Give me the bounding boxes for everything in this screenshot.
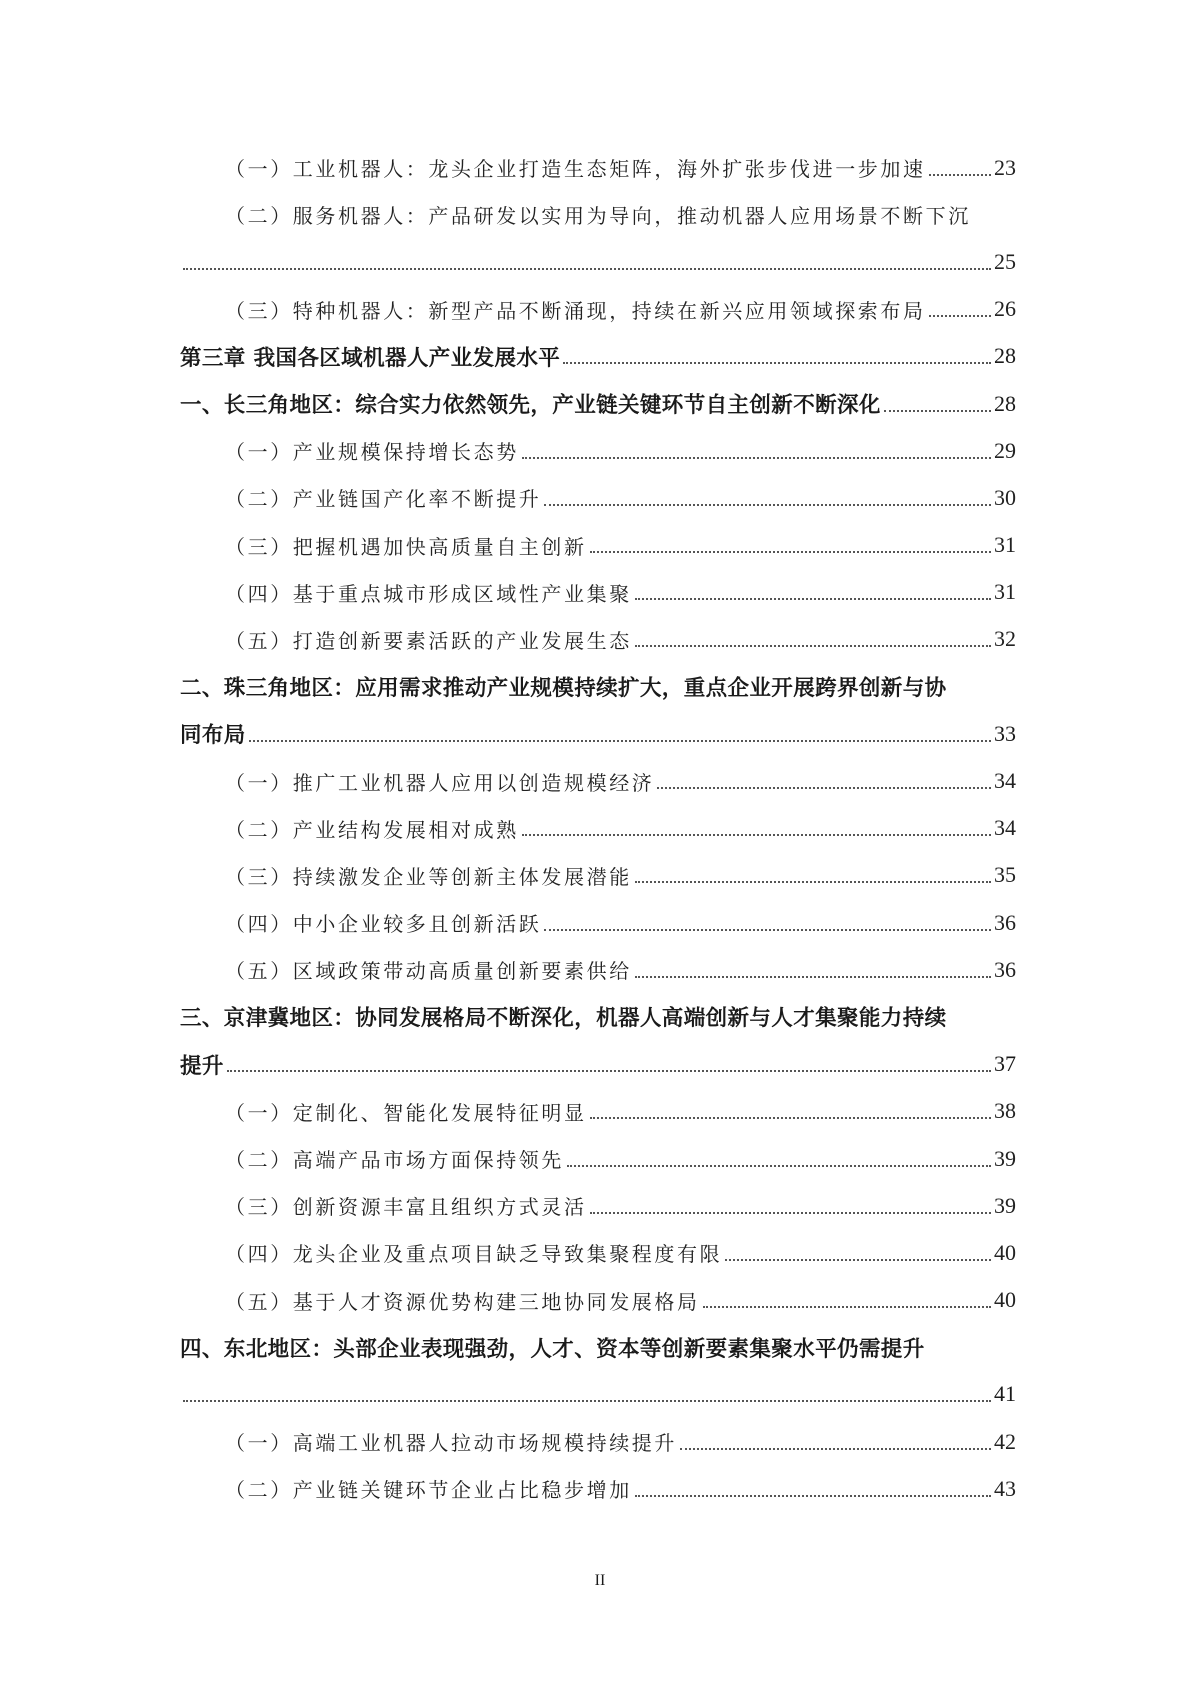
toc-entry-title: （二）产业链关键环节企业占比稳步增加	[225, 1478, 632, 1503]
toc-entry-title: （一）定制化、智能化发展特征明显	[225, 1100, 587, 1125]
dot-leader	[183, 1400, 991, 1402]
toc-entry-title: （五）基于人才资源优势构建三地协同发展格局	[225, 1289, 700, 1314]
dot-leader	[522, 834, 991, 836]
dot-leader	[522, 457, 991, 459]
toc-entry-title: 三、京津冀地区：协同发展格局不断深化，机器人高端创新与人才集聚能力持续	[180, 1006, 947, 1032]
toc-entry-title: 同布局	[180, 723, 246, 749]
toc-entry[interactable]	[180, 380, 1016, 427]
dot-leader	[703, 1306, 991, 1308]
toc-entry-title: （一）产业规模保持增长态势	[225, 440, 519, 465]
toc-entry[interactable]	[180, 522, 1016, 569]
toc-entry[interactable]	[180, 238, 1016, 285]
toc-entry-title: （二）高端产品市场方面保持领先	[225, 1148, 564, 1173]
toc-page-number: 34	[994, 768, 1016, 794]
dot-leader	[563, 362, 991, 364]
toc-entry[interactable]	[180, 616, 1016, 663]
toc-page-number: 35	[994, 862, 1016, 888]
toc-page-number: 31	[994, 532, 1016, 558]
toc-page-number: 39	[994, 1192, 1016, 1218]
toc-page-number: 23	[994, 154, 1016, 180]
toc-entry-title: （一）工业机器人：龙头企业打造生态矩阵，海外扩张步伐进一步加速	[225, 157, 926, 182]
toc-page-number: 41	[994, 1381, 1016, 1407]
dot-leader	[725, 1259, 991, 1261]
toc-entry-line[interactable]	[180, 993, 1016, 1040]
toc-page-number: 29	[994, 437, 1016, 463]
dot-leader	[929, 315, 991, 317]
toc-entry-title: （四）基于重点城市形成区域性产业集聚	[225, 581, 632, 606]
toc-entry-line[interactable]	[180, 1324, 1016, 1371]
dot-leader	[544, 929, 991, 931]
dot-leader	[884, 410, 991, 412]
toc-entry[interactable]	[180, 427, 1016, 474]
toc-page-number: 33	[994, 720, 1016, 746]
toc-page-number: 38	[994, 1098, 1016, 1124]
toc-entry-title: （三）把握机遇加快高质量自主创新	[225, 534, 587, 559]
dot-leader	[590, 1212, 991, 1214]
toc-entry[interactable]	[180, 569, 1016, 616]
toc-entry-title: （三）创新资源丰富且组织方式灵活	[225, 1195, 587, 1220]
toc-entry[interactable]	[180, 1088, 1016, 1135]
toc-entry-title: 第三章 我国各区域机器人产业发展水平	[180, 345, 561, 371]
toc-entry[interactable]	[180, 144, 1016, 191]
page-number: II	[594, 1572, 606, 1589]
dot-leader	[635, 598, 991, 600]
toc-entry[interactable]	[180, 1465, 1016, 1512]
toc-page-number: 34	[994, 815, 1016, 841]
toc-page-number: 31	[994, 579, 1016, 605]
dot-leader	[680, 1448, 991, 1450]
toc-page-number: 40	[994, 1287, 1016, 1313]
toc-entry[interactable]	[180, 757, 1016, 804]
toc-entry[interactable]	[180, 946, 1016, 993]
toc-entry-title: （五）区域政策带动高质量创新要素供给	[225, 959, 632, 984]
table-of-contents	[180, 144, 1016, 1512]
dot-leader	[635, 645, 991, 647]
toc-page-number: 43	[994, 1475, 1016, 1501]
toc-entry-title: 提升	[180, 1053, 224, 1079]
dot-leader	[544, 504, 991, 506]
dot-leader	[929, 174, 991, 176]
toc-entry-title: （二）产业结构发展相对成熟	[225, 817, 519, 842]
toc-entry[interactable]	[180, 899, 1016, 946]
dot-leader	[590, 1117, 991, 1119]
dot-leader	[567, 1165, 991, 1167]
toc-entry-title: （一）推广工业机器人应用以创造规模经济	[225, 770, 655, 795]
toc-entry-title: 四、东北地区：头部企业表现强劲，人才、资本等创新要素集聚水平仍需提升	[180, 1336, 925, 1362]
toc-entry[interactable]	[180, 1418, 1016, 1465]
dot-leader	[635, 976, 991, 978]
toc-page-number: 42	[994, 1428, 1016, 1454]
toc-entry[interactable]	[180, 474, 1016, 521]
toc-page-number: 28	[994, 343, 1016, 369]
toc-entry[interactable]	[180, 710, 1016, 757]
dot-leader	[635, 1495, 991, 1497]
dot-leader	[183, 268, 991, 270]
dot-leader	[635, 881, 991, 883]
toc-entry-title: （三）持续激发企业等创新主体发展潜能	[225, 864, 632, 889]
toc-entry-line[interactable]	[180, 663, 1016, 710]
dot-leader	[590, 551, 991, 553]
toc-entry[interactable]	[180, 1371, 1016, 1418]
dot-leader	[227, 1070, 991, 1072]
toc-entry[interactable]	[180, 805, 1016, 852]
toc-entry-title: 一、长三角地区：综合实力依然领先，产业链关键环节自主创新不断深化	[180, 393, 881, 419]
toc-page-number: 32	[994, 626, 1016, 652]
toc-entry-line[interactable]	[180, 191, 1016, 238]
toc-entry-title: （四）中小企业较多且创新活跃	[225, 912, 542, 937]
toc-page-number: 26	[994, 296, 1016, 322]
toc-entry-title: （二）产业链国产化率不断提升	[225, 487, 542, 512]
toc-page-number: 25	[994, 248, 1016, 274]
toc-page-number: 39	[994, 1145, 1016, 1171]
toc-entry-title: （四）龙头企业及重点项目缺乏导致集聚程度有限	[225, 1242, 723, 1267]
toc-entry[interactable]	[180, 852, 1016, 899]
toc-entry[interactable]	[180, 1277, 1016, 1324]
toc-entry[interactable]	[180, 1041, 1016, 1088]
toc-entry-title: （五）打造创新要素活跃的产业发展生态	[225, 628, 632, 653]
toc-entry[interactable]	[180, 286, 1016, 333]
dot-leader	[249, 740, 991, 742]
toc-entry[interactable]	[180, 1182, 1016, 1229]
toc-entry-title: （二）服务机器人：产品研发以实用为导向，推动机器人应用场景不断下沉	[225, 204, 971, 229]
toc-entry[interactable]	[180, 1135, 1016, 1182]
toc-entry-title: （一）高端工业机器人拉动市场规模持续提升	[225, 1431, 677, 1456]
dot-leader	[657, 787, 991, 789]
toc-page-number: 36	[994, 909, 1016, 935]
toc-entry[interactable]	[180, 333, 1016, 380]
toc-page-number: 36	[994, 956, 1016, 982]
toc-page-number: 30	[994, 484, 1016, 510]
toc-page-number: 40	[994, 1239, 1016, 1265]
toc-page-number: 37	[994, 1051, 1016, 1077]
toc-entry[interactable]	[180, 1229, 1016, 1276]
toc-entry-title: （三）特种机器人：新型产品不断涌现，持续在新兴应用领域探索布局	[225, 298, 926, 323]
toc-entry-title: 二、珠三角地区：应用需求推动产业规模持续扩大，重点企业开展跨界创新与协	[180, 676, 947, 702]
toc-page-number: 28	[994, 390, 1016, 416]
